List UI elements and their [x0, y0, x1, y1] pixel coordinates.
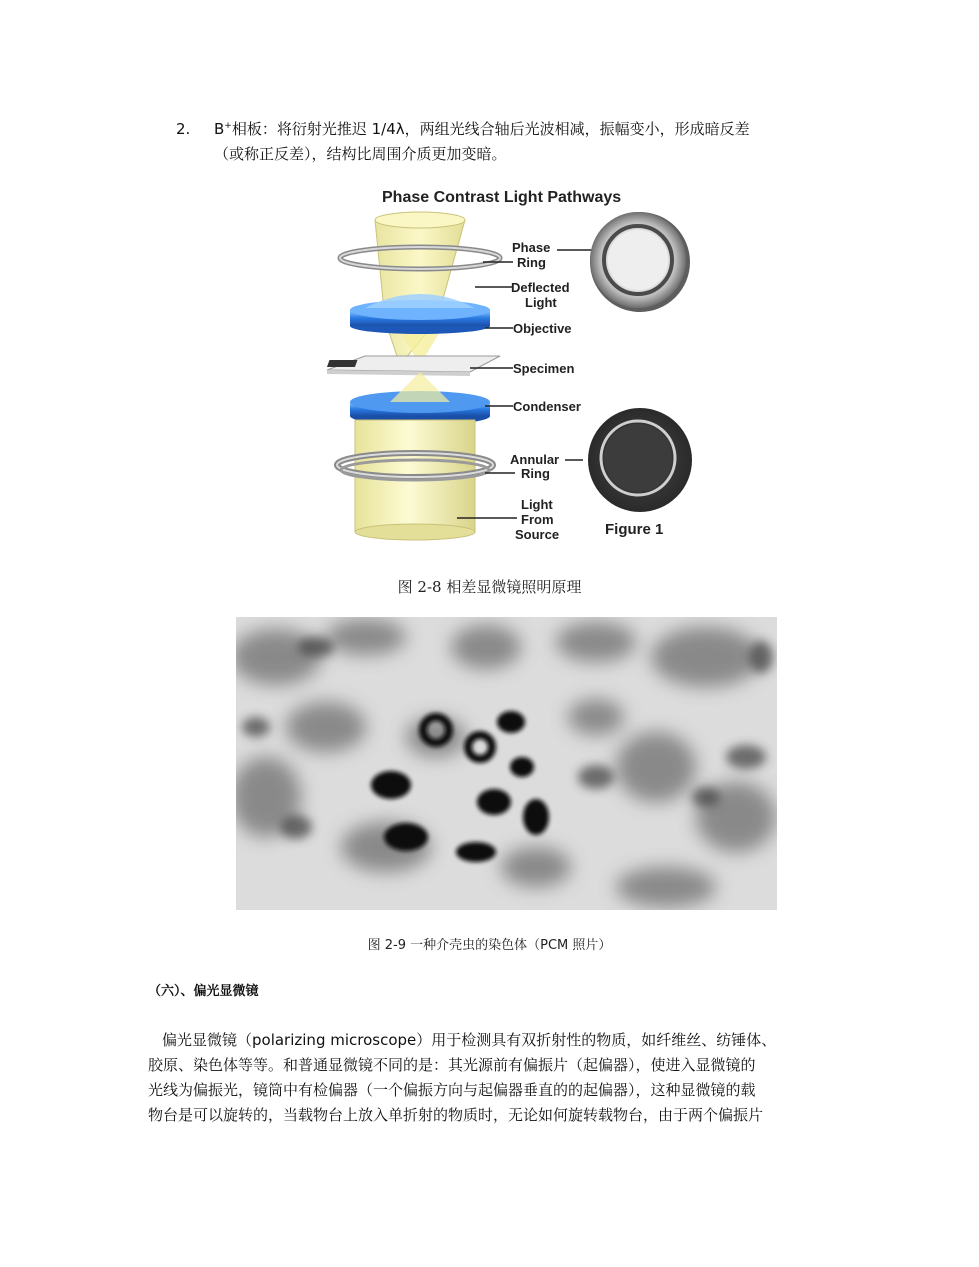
- item-number: 2.: [176, 120, 191, 138]
- b-superscript: +: [224, 121, 232, 131]
- section-paragraph: [148, 1028, 838, 1128]
- label-deflected-light: Light: [525, 295, 557, 310]
- label-specimen: Specimen: [513, 361, 575, 376]
- paragraph-line-1: 偏光显微镜（polarizing microscope）用于检测具有双折射性的物质，如纤维丝、纺锤体、: [162, 1031, 777, 1049]
- label-figure-1: Figure 1: [605, 521, 664, 538]
- item-text-line-1: [214, 117, 834, 142]
- paragraph-line-3: 光线为偏振光，镜筒中有检偏器（一个偏振方向与起偏器垂直的的起偏器），这种显微镜的载: [148, 1081, 756, 1099]
- label-condenser: Condenser: [513, 399, 581, 414]
- annular-ring-inset: [588, 408, 692, 512]
- label-light-from: From: [521, 512, 554, 527]
- figure-caption-2-8: 图 2-8 相差显微镜照明原理: [397, 578, 582, 596]
- diagram-title: Phase Contrast Light Pathways: [382, 189, 622, 206]
- b-letter: B: [214, 120, 225, 138]
- label-deflected: Deflected: [511, 280, 570, 295]
- phase-ring-inset: [590, 212, 690, 312]
- item-text-line-2: （或称正反差），结构比周围介质更加变暗。: [214, 145, 507, 163]
- figure-caption-2-9: 图 2-9 一种介壳虫的染色体（PCM 照片）: [367, 938, 612, 953]
- label-phase: Phase: [512, 240, 551, 255]
- label-annular-ring: Ring: [521, 466, 550, 481]
- section-heading: （六）、偏光显微镜: [148, 984, 259, 999]
- label-light: Light: [521, 497, 553, 512]
- label-light-source: Source: [515, 527, 560, 542]
- item-line1-rest: 相板：将衍射光推迟 1/4λ，两组光线合轴后光波相减，振幅变小，形成暗反差: [231, 120, 750, 138]
- paragraph-line-2: 胶原、染色体等等。和普通显微镜不同的是：其光源前有偏振片（起偏器），使进入显微镜的: [148, 1056, 756, 1074]
- label-phase-ring: Ring: [517, 255, 546, 270]
- paragraph-line-4: 物台是可以旋转的，当载物台上放入单折射的物质时，无论如何旋转载物台，由于两个偏振片: [148, 1106, 764, 1124]
- pcm-chromosome-photo: [236, 617, 777, 910]
- phase-contrast-diagram: [325, 180, 695, 550]
- label-annular: Annular: [510, 452, 560, 467]
- label-objective: Objective: [513, 321, 572, 336]
